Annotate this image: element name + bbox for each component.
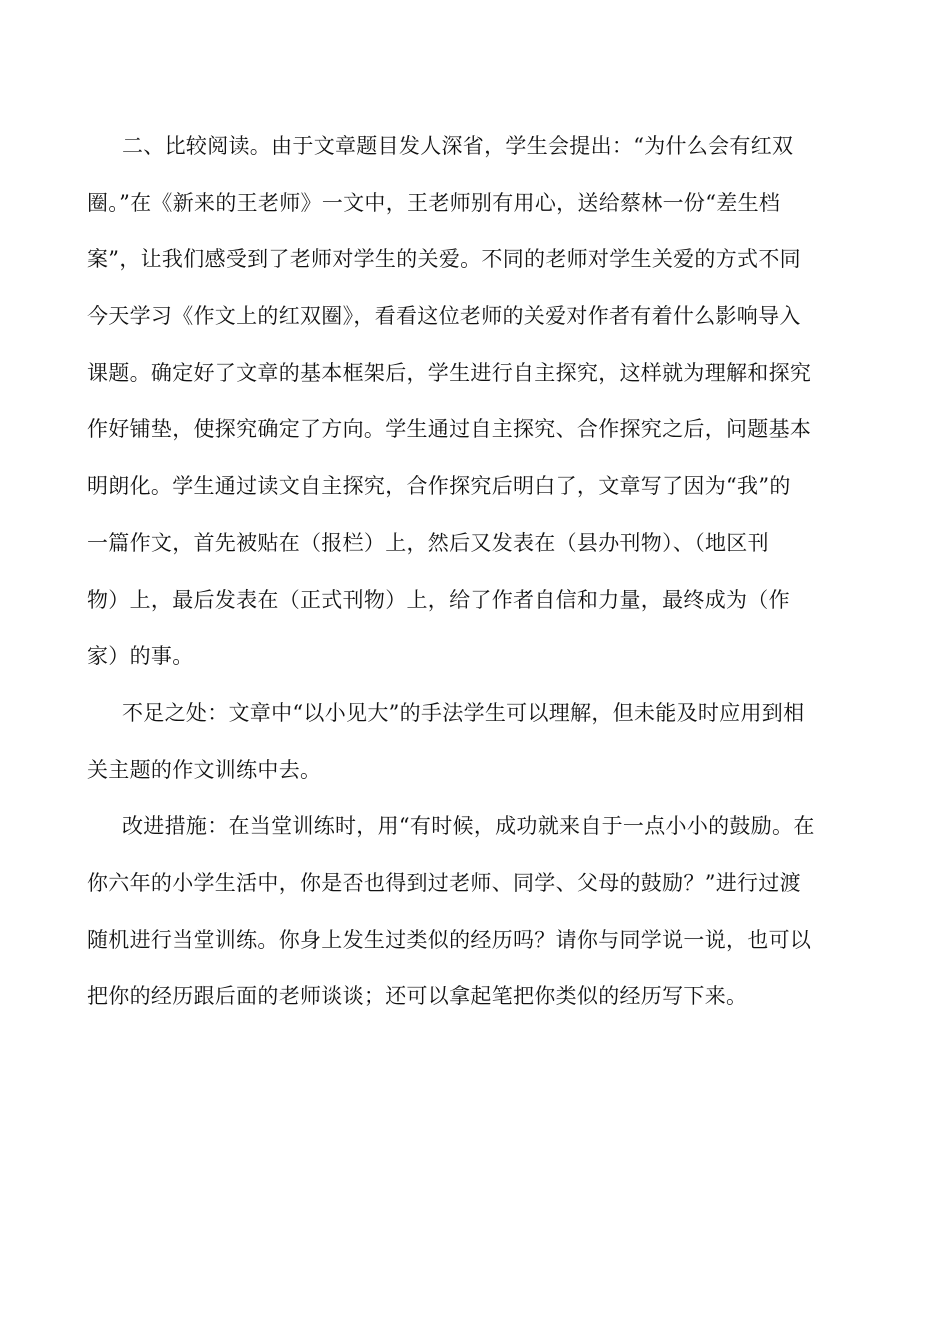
text-line: 明朗化。学生通过读文自主探究，合作探究后明白了，文章写了因为“我”的 xyxy=(87,474,791,499)
text-line: 家）的事。 xyxy=(87,644,194,669)
text-line: 圈。”在《新来的王老师》一文中，王老师别有用心，送给蔡林一份“差生档 xyxy=(87,190,781,215)
paragraph-improvement-measures xyxy=(87,798,863,1025)
text-line: 今天学习《作文上的红双圈》，看看这位老师的关爱对作者有着什么影响导入 xyxy=(87,304,801,329)
text-line: 物）上，最后发表在（正式刊物）上，给了作者自信和力量，最终成为（作 xyxy=(87,587,790,612)
text-line: 把你的经历跟后面的老师谈谈；还可以拿起笔把你类似的经历写下来。 xyxy=(87,984,748,1009)
text-line: 随机进行当堂训练。你身上发生过类似的经历吗？请你与同学说一说，也可以 xyxy=(87,927,812,952)
paragraph-shortcomings xyxy=(87,685,863,798)
text-line: 二、比较阅读。由于文章题目发人深省，学生会提出：“为什么会有红双 xyxy=(122,134,794,158)
text-line: 你六年的小学生活中，你是否也得到过老师、同学、父母的鼓励？”进行过渡 xyxy=(87,870,801,895)
text-line: 案”，让我们感受到了老师对学生的关爱。不同的老师对学生关爱的方式不同 xyxy=(87,247,801,272)
text-line: 课题。确定好了文章的基本框架后，学生进行自主探究，这样就为理解和探究 xyxy=(87,360,812,385)
text-line: 不足之处：文章中“以小见大”的手法学生可以理解，但未能及时应用到相 xyxy=(122,700,805,725)
text-line: 改进措施：在当堂训练时，用“有时候，成功就来自于一点小小的鼓励。在 xyxy=(122,814,815,839)
text-line: 关主题的作文训练中去。 xyxy=(87,757,322,782)
document-body xyxy=(87,118,863,1025)
text-line: 作好铺垫，使探究确定了方向。学生通过自主探究、合作探究之后，问题基本 xyxy=(87,417,812,442)
text-line: 一篇作文，首先被贴在（报栏）上，然后又发表在（县办刊物）、（地区刊 xyxy=(87,530,769,555)
paragraph-comparison-reading xyxy=(87,118,863,685)
